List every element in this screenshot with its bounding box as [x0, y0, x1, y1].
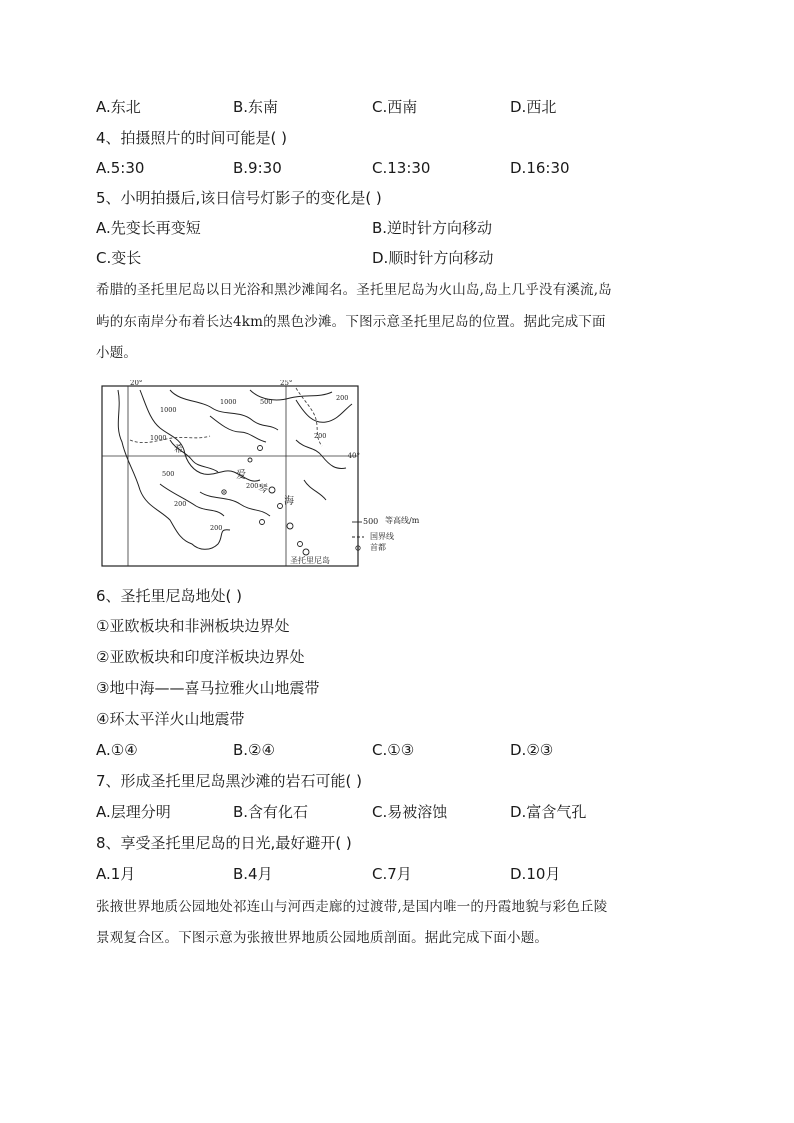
- contour-label-4: 200: [336, 394, 349, 402]
- lat-label-40: 40°: [347, 452, 360, 460]
- lon-label-25: 25°: [280, 380, 293, 387]
- q6-option-a: A.①④: [96, 741, 138, 759]
- intro2-line1: 张掖世界地质公园地处祁连山与河西走廊的过渡带,是国内唯一的丹霞地貌与彩色丘陵: [96, 899, 608, 915]
- q6-statement-1: ①亚欧板块和非洲板块边界处: [96, 617, 290, 635]
- q5-option-c: C.变长: [96, 249, 142, 267]
- q6-option-c: C.①③: [372, 741, 415, 759]
- q8-option-d: D.10月: [510, 865, 561, 883]
- q7-stem: 7、形成圣托里尼岛黑沙滩的岩石可能( ): [96, 772, 363, 790]
- q8-option-a: A.1月: [96, 865, 136, 883]
- q8-stem: 8、享受圣托里尼岛的日光,最好避开( ): [96, 834, 352, 852]
- q5-option-d: D.顺时针方向移动: [372, 249, 494, 267]
- q3-option-c: C.西南: [372, 98, 418, 116]
- sea-label-1: 爱: [236, 470, 246, 481]
- q4-option-c: C.13:30: [372, 159, 431, 177]
- contour-label-8: 200: [210, 524, 223, 532]
- legend-capital-label: 首都: [370, 543, 386, 552]
- q4-option-a: A.5:30: [96, 159, 145, 177]
- q5-stem: 5、小明拍摄后,该日信号灯影子的变化是( ): [96, 189, 382, 207]
- q6-statement-4: ④环太平洋火山地震带: [96, 710, 245, 728]
- sea-label-3: 海: [284, 496, 294, 507]
- q4-option-b: B.9:30: [233, 159, 282, 177]
- q5-option-b: B.逆时针方向移动: [372, 219, 493, 237]
- contour-label-1: 1000: [160, 406, 177, 414]
- contour-label-3: 500: [260, 398, 273, 406]
- intro2-line2: 景观复合区。下图示意为张掖世界地质公园地质剖面。据此完成下面小题。: [96, 930, 549, 946]
- sea-label-2: 琴: [258, 484, 268, 495]
- intro1-line1: 希腊的圣托里尼岛以日光浴和黑沙滩闻名。圣托里尼岛为火山岛,岛上几乎没有溪流,岛: [96, 282, 612, 298]
- santorini-label: 圣托里尼岛: [290, 556, 330, 565]
- q4-stem: 4、拍摄照片的时间可能是( ): [96, 129, 288, 147]
- contour-label-7: 200: [174, 500, 187, 508]
- legend-contour-label: 等高线/m: [385, 516, 420, 525]
- intro1-line3: 小题。: [96, 345, 138, 361]
- q3-option-d: D.西北: [510, 98, 557, 116]
- contour-label-9: 200: [246, 482, 259, 490]
- contour-label-5: 1000: [150, 434, 167, 442]
- contour-label-10: 200: [314, 432, 327, 440]
- legend-contour-sample: 500: [363, 517, 379, 526]
- q7-option-a: A.层理分明: [96, 803, 171, 821]
- lon-label-20: 20°: [130, 380, 143, 387]
- q7-option-b: B.含有化石: [233, 803, 309, 821]
- q3-option-b: B.东南: [233, 98, 279, 116]
- q6-statement-3: ③地中海——喜马拉雅火山地震带: [96, 679, 320, 697]
- contour-label-2: 1000: [220, 398, 237, 406]
- q8-option-c: C.7月: [372, 865, 412, 883]
- q5-option-a: A.先变长再变短: [96, 219, 201, 237]
- q3-option-a: A.东北: [96, 98, 141, 116]
- q6-stem: 6、圣托里尼岛地处( ): [96, 587, 243, 605]
- q6-option-b: B.②④: [233, 741, 275, 759]
- contour-label-6: 500: [162, 470, 175, 478]
- q4-option-d: D.16:30: [510, 159, 570, 177]
- q6-statement-2: ②亚欧板块和印度洋板块边界处: [96, 648, 305, 666]
- q7-option-d: D.富含气孔: [510, 803, 587, 821]
- q7-option-c: C.易被溶蚀: [372, 803, 448, 821]
- intro1-line2: 屿的东南岸分布着长达4km的黑色沙滩。下图示意圣托里尼岛的位置。据此完成下面: [96, 314, 606, 330]
- legend-border-label: 国界线: [370, 532, 394, 541]
- greece-label: 希: [174, 445, 184, 455]
- q6-option-d: D.②③: [510, 741, 554, 759]
- q8-option-b: B.4月: [233, 865, 273, 883]
- santorini-location-map: [100, 380, 362, 570]
